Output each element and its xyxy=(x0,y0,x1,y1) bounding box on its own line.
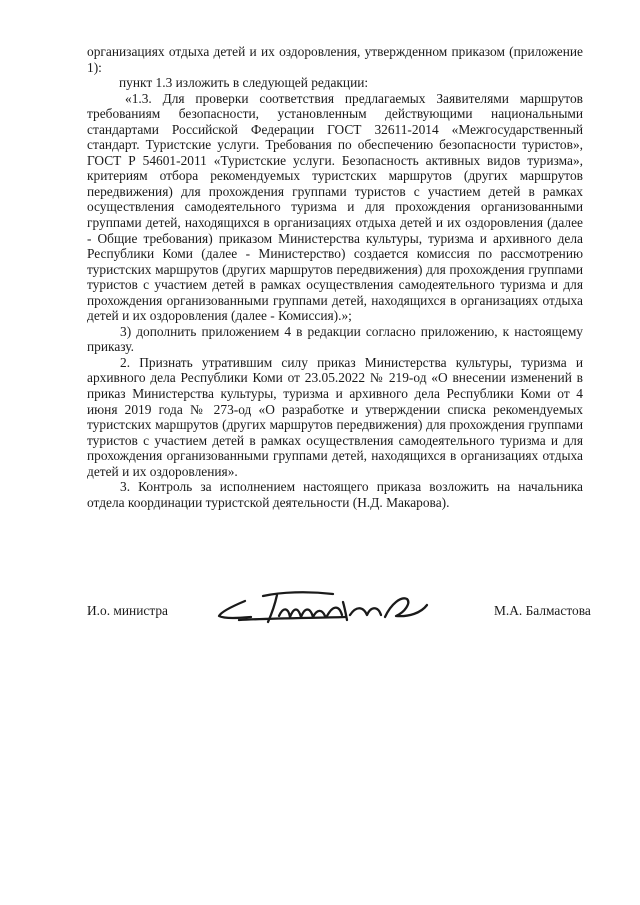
signatory-name: М.А. Балмастова xyxy=(494,603,591,618)
signatory-role: И.о. министра xyxy=(87,603,168,618)
handwritten-signature xyxy=(215,587,455,629)
document-body xyxy=(87,44,583,510)
paragraph-clause-intro: пункт 1.3 изложить в следующей редакции: xyxy=(119,75,369,91)
paragraph-item-3: 3) дополнить приложением 4 в редакции согласно приложению, к настоящему приказу. xyxy=(87,323,583,355)
paragraph-continuation: организациях отдыха детей и их оздоровления, утвержденном приказом (приложение 1): xyxy=(87,44,583,75)
signature-block xyxy=(87,587,597,637)
paragraph-clause-1-3: «1.3. Для проверки соответствия предлагаемых Заявителями маршрутов требованиям безопасности, установленным действующими национальными стандартами Российской Федерации ГОСТ 32611-2014 «Межгосударственный стандарт. Туристские услуги. Требования по обеспечению безопасности туристов», ГОСТ Р 54601-2011 «Туристские услуги. Безопасность активных видов туризма», критериям отбора рекомендуемых туристских маршрутов (других маршрутов передвижения) для прохождения группами туристов с участием детей в рамках осуществления самодеятельного туризма и для прохождения организованными группами детей, находящихся в организациях отдыха детей и их оздоровления (далее - Общие требования) приказом Министерства культуры, туризма и архивного дела Республики Коми (далее - Министерство) создается комиссия по рассмотрению туристских маршрутов (других маршрутов передвижения) для прохождения группами туристов с участием детей в рамках осуществления самодеятельного туризма и для прохождения организованными группами детей, находящихся в организациях отдыха детей и их оздоровления (далее - Комиссия).»; xyxy=(87,90,583,324)
paragraph-point-3: 3. Контроль за исполнением настоящего приказа возложить на начальника отдела координации туристской деятельности (Н.Д. Макарова). xyxy=(87,479,583,510)
paragraph-point-2: 2. Признать утратившим силу приказ Министерства культуры, туризма и архивного дела Республики Коми от 23.05.2022 № 219-од «О внесении изменений в приказ Министерства культуры, туризма и архивного дела Республики Коми от 4 июня 2019 года № 273-од «О разработке и утверждении списка рекомендуемых туристских маршрутов (других маршрутов передвижения) для прохождения группами туристов с участием детей в рамках осуществления самодеятельного туризма и для прохождения организованными группами детей, находящихся в организациях отдыха детей и их оздоровления». xyxy=(87,354,583,479)
